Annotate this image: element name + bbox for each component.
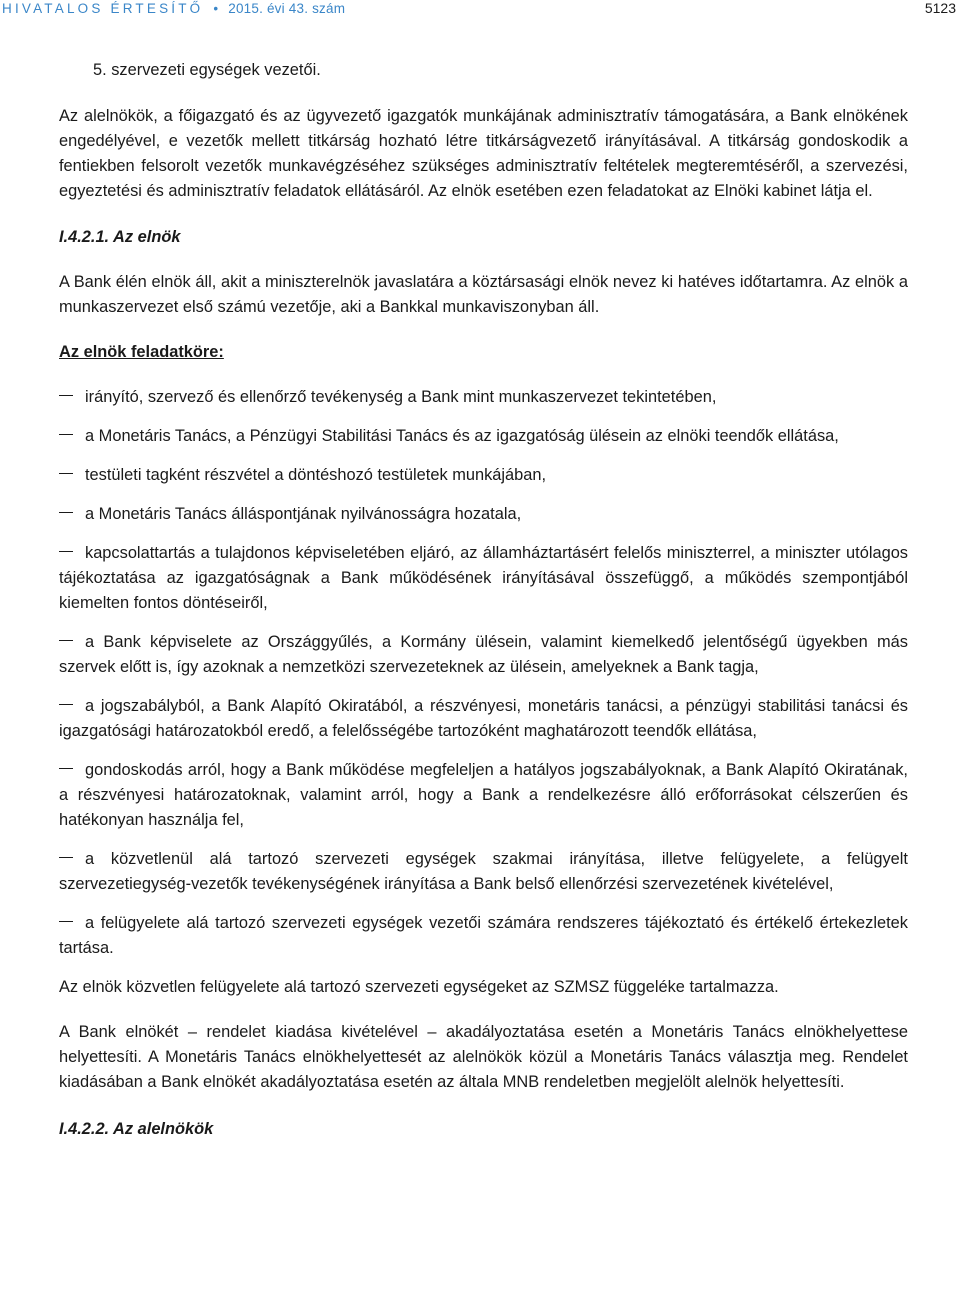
dash-bullet-icon <box>59 473 73 474</box>
duty-text: kapcsolattartás a tulajdonos képviseletében eljáró, az államháztartásért felelős miniszterrel, a miniszter utólagos tájékoztatása az igazgatóságnak a Bank működésének irányításával összefüggő, a működés szempontjából kiemelten fontos döntéseiről, <box>59 544 908 612</box>
dash-bullet-icon <box>59 512 73 513</box>
list-item <box>59 385 908 410</box>
duty-text: a jogszabályból, a Bank Alapító Okiratából, a részvényesi, monetáris tanácsi, a pénzügyi stabilitási tanácsi és igazgatósági határozatokból eredő, a felelősségébe tartozóként maghatározott teendők ellátása, <box>59 697 908 740</box>
duties-heading: Az elnök feladatköre: <box>59 343 224 361</box>
section-heading-president: I.4.2.1. Az elnök <box>59 228 181 246</box>
dash-bullet-icon <box>59 395 73 396</box>
dash-bullet-icon <box>59 857 73 858</box>
list-item <box>59 630 908 680</box>
dash-bullet-icon <box>59 768 73 769</box>
president-intro-paragraph: A Bank élén elnök áll, akit a miniszterelnök javaslatára a köztársasági elnök nevez ki hatéves időtartamra. Az elnök a munkaszervezet első számú vezetője, aki a Bankkal munkaviszonyban áll. <box>59 273 908 316</box>
header-bullet: • <box>213 1 219 16</box>
page-number: 5123 <box>924 0 956 16</box>
list-item <box>59 541 908 616</box>
list-item <box>59 502 908 527</box>
direct-supervision-paragraph: Az elnök közvetlen felügyelete alá tartozó szervezeti egységeket az SZMSZ függeléke tartalmazza. <box>59 978 779 996</box>
duty-text: gondoskodás arról, hogy a Bank működése megfeleljen a hatályos jogszabályoknak, a Bank Alapító Okiratának, a részvényesi határozatoknak, valamint arról, hogy a Bank a rendelkezésre álló erőforrásokat célszerűen és hatékonyan használja fel, <box>59 761 908 829</box>
dash-bullet-icon <box>59 921 73 922</box>
list-item <box>59 694 908 744</box>
header-publication-line <box>2 0 345 17</box>
duty-text: irányító, szervező és ellenőrző tevékenység a Bank mint munkaszervezet tekintetében, <box>85 388 717 406</box>
section-heading-vice-presidents: I.4.2.2. Az alelnökök <box>59 1120 214 1138</box>
list-item <box>59 911 908 961</box>
duties-list <box>59 385 908 961</box>
dash-bullet-icon <box>59 704 73 705</box>
document-body <box>59 58 908 1142</box>
duty-text: testületi tagként részvétel a döntéshozó testületek munkájában, <box>85 466 547 484</box>
publication-title: HIVATALOS ÉRTESÍTŐ <box>2 1 204 16</box>
list-item <box>59 463 908 488</box>
substitution-paragraph: A Bank elnökét – rendelet kiadása kivételével – akadályoztatása esetén a Monetáris Tanács elnökhelyettese helyettesíti. A Monetáris Tanács elnökhelyettesét az alelnökök közül a Monetáris Tanács választja meg. Rendelet kiadásában a Bank elnökét akadályoztatása esetén az általa MNB rendeletben megjelölt alelnök helyettesíti. <box>59 1023 908 1091</box>
list-item <box>59 758 908 833</box>
duty-text: a Monetáris Tanács, a Pénzügyi Stabilitási Tanács és az igazgatóság ülésein az elnöki teendők ellátása, <box>85 427 839 445</box>
list-item <box>59 424 908 449</box>
list-item <box>59 847 908 897</box>
dash-bullet-icon <box>59 434 73 435</box>
list-item-5: 5. szervezeti egységek vezetői. <box>93 61 321 79</box>
duty-text: a Bank képviselete az Országgyűlés, a Kormány ülésein, valamint kiemelkedő jelentőségű ügyekben más szervek előtt is, így azoknak a nemzetközi szervezeteknek az ülésein, amelyeknek a Bank tagja, <box>59 633 908 676</box>
dash-bullet-icon <box>59 640 73 641</box>
duty-text: a Monetáris Tanács álláspontjának nyilvánosságra hozatala, <box>85 505 522 523</box>
duty-text: a felügyelete alá tartozó szervezeti egységek vezetői számára rendszeres tájékoztató és értékelő értekezletek tartása. <box>59 914 908 957</box>
duty-text: a közvetlenül alá tartozó szervezeti egységek szakmai irányítása, illetve felügyelete, a felügyelt szervezetiegység-vezetők tevékenységének irányítása a Bank belső ellenőrzési szervezetének kivételével, <box>59 850 908 893</box>
secretariat-paragraph: Az alelnökök, a főigazgató és az ügyvezető igazgatók munkájának adminisztratív támogatására, a Bank elnökének engedélyével, e vezetők mellett titkárság hozható létre titkárságvezető irányításával. A titkárság gondoskodik a fentiekben felsorolt vezetők munkavégzéséhez szükséges adminisztratív feltételek megteremtéséről, a szervezési, egyeztetési és adminisztratív feladatok ellátásáról. Az elnök esetében ezen feladatokat az Elnöki kabinet látja el. <box>59 107 908 200</box>
issue-label: 2015. évi 43. szám <box>228 1 346 16</box>
page-header <box>0 0 960 30</box>
dash-bullet-icon <box>59 551 73 552</box>
